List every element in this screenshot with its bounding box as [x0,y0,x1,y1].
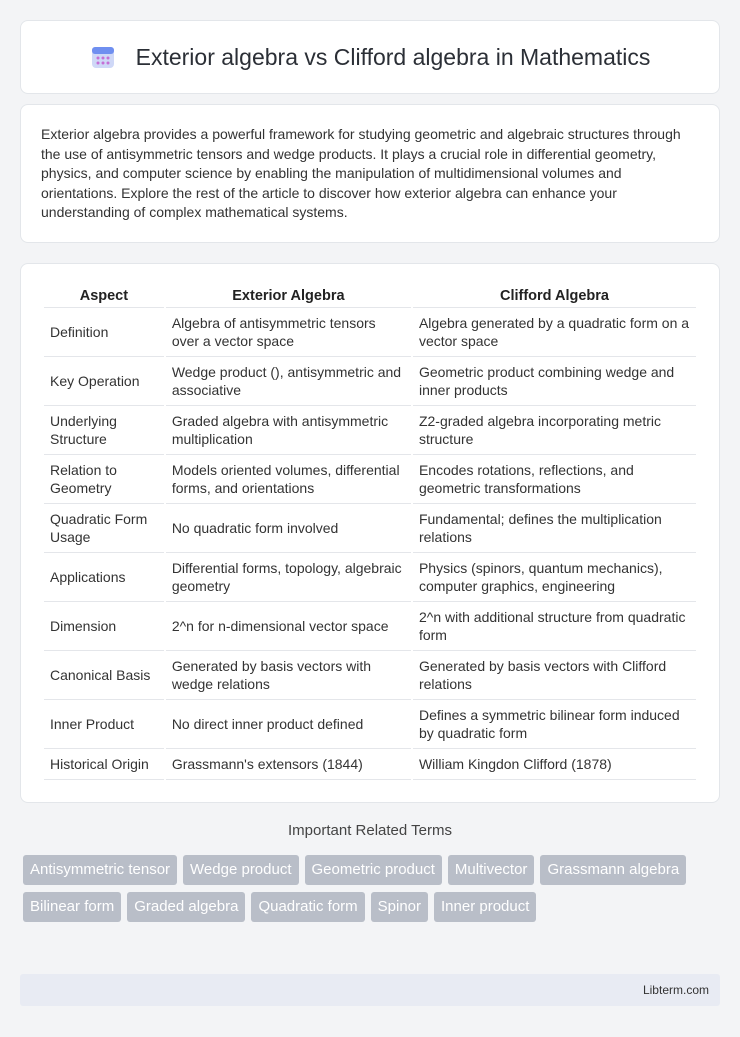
related-term-tag[interactable]: Quadratic form [251,892,364,922]
table-row [44,504,696,553]
cell-exterior: No direct inner product defined [166,700,411,749]
cell-clifford: 2^n with additional structure from quadratic form [413,602,696,651]
related-term-tag[interactable]: Multivector [448,855,535,885]
cell-exterior: Generated by basis vectors with wedge relations [166,651,411,700]
calendar-icon [90,44,116,70]
header-clifford: Clifford Algebra [413,286,696,308]
cell-aspect: Dimension [44,602,164,651]
cell-clifford: Physics (spinors, quantum mechanics), computer graphics, engineering [413,553,696,602]
cell-exterior: Graded algebra with antisymmetric multiplication [166,406,411,455]
cell-clifford: Defines a symmetric bilinear form induced by quadratic form [413,700,696,749]
header-exterior: Exterior Algebra [166,286,411,308]
related-term-tag[interactable]: Grassmann algebra [540,855,686,885]
cell-aspect: Historical Origin [44,749,164,780]
table-row [44,455,696,504]
comparison-table-card [20,263,720,803]
table-row [44,651,696,700]
cell-aspect: Key Operation [44,357,164,406]
cell-aspect: Inner Product [44,700,164,749]
table-row [44,602,696,651]
cell-clifford: Geometric product combining wedge and inner products [413,357,696,406]
related-term-tag[interactable]: Wedge product [183,855,298,885]
related-term-tag[interactable]: Bilinear form [23,892,121,922]
cell-exterior: Wedge product (), antisymmetric and associative [166,357,411,406]
cell-exterior: No quadratic form involved [166,504,411,553]
cell-aspect: Underlying Structure [44,406,164,455]
cell-aspect: Quadratic Form Usage [44,504,164,553]
table-row [44,749,696,780]
page-title: Exterior algebra vs Clifford algebra in Mathematics [135,43,651,70]
cell-clifford: Generated by basis vectors with Clifford relations [413,651,696,700]
related-term-tag[interactable]: Antisymmetric tensor [23,855,177,885]
footer [20,974,720,1006]
table-header-row [44,286,696,308]
related-term-tag[interactable]: Inner product [434,892,536,922]
cell-clifford: Encodes rotations, reflections, and geometric transformations [413,455,696,504]
header-aspect: Aspect [44,286,164,308]
footer-site[interactable]: Libterm.com [642,983,709,997]
related-term-tag[interactable]: Graded algebra [127,892,245,922]
intro-text: Exterior algebra provides a powerful framework for studying geometric and algebraic structures through the use of antisymmetric tensors and wedge products. It plays a crucial role in differential geometry, physics, and computer science by enabling the manipulation of multidimensional volumes and orientations. Explore the rest of the article to discover how exterior algebra can enhance your understanding of complex mathematical systems. [41,126,681,220]
intro-card [20,104,720,243]
related-terms-list [23,855,723,922]
cell-exterior: Differential forms, topology, algebraic geometry [166,553,411,602]
table-row [44,553,696,602]
comparison-table [42,286,698,780]
cell-aspect: Canonical Basis [44,651,164,700]
table-row [44,308,696,357]
cell-clifford: Algebra generated by a quadratic form on a vector space [413,308,696,357]
cell-aspect: Applications [44,553,164,602]
cell-clifford: Fundamental; defines the multiplication relations [413,504,696,553]
cell-aspect: Relation to Geometry [44,455,164,504]
cell-aspect: Definition [44,308,164,357]
cell-exterior: Models oriented volumes, differential forms, and orientations [166,455,411,504]
table-row [44,357,696,406]
table-row [44,406,696,455]
cell-exterior: Algebra of antisymmetric tensors over a vector space [166,308,411,357]
header-card [20,20,720,94]
cell-clifford: William Kingdon Clifford (1878) [413,749,696,780]
related-terms-title: Important Related Terms [288,822,452,839]
cell-exterior: 2^n for n-dimensional vector space [166,602,411,651]
table-row [44,700,696,749]
related-term-tag[interactable]: Geometric product [305,855,442,885]
related-term-tag[interactable]: Spinor [371,892,428,922]
cell-clifford: Z2-graded algebra incorporating metric structure [413,406,696,455]
cell-exterior: Grassmann's extensors (1844) [166,749,411,780]
